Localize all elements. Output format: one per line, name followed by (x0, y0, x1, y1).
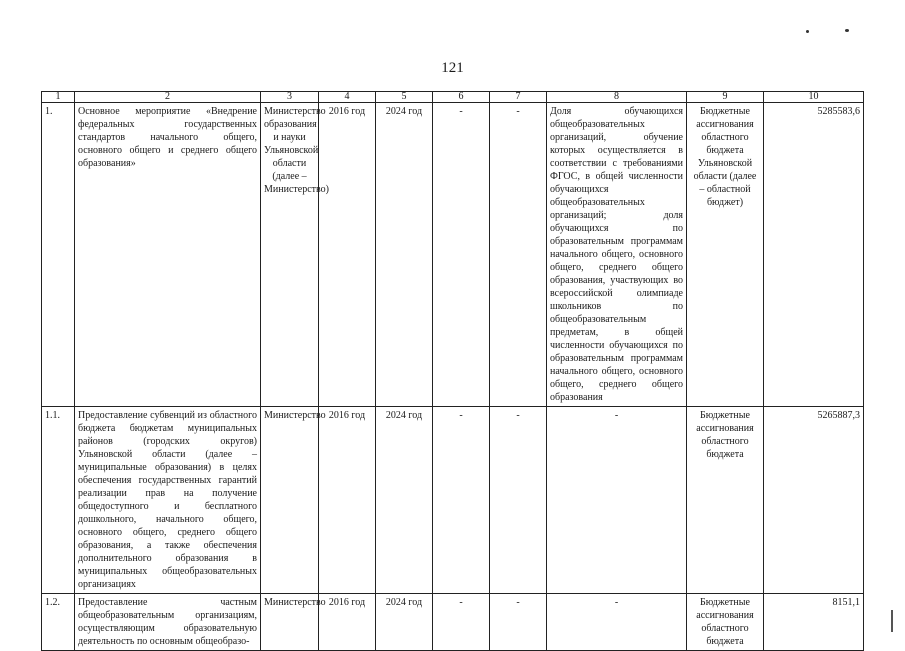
page-number: 121 (441, 60, 464, 76)
start-year: 2016 год (319, 103, 376, 407)
column-header: 5 (376, 92, 433, 103)
column-header: 2 (75, 92, 261, 103)
scan-speck (806, 30, 809, 33)
table-row (42, 594, 864, 651)
funding-source: Бюджетные ассигнования областного бюджета Ульяновской области (далее – областной бюджет) (687, 103, 764, 407)
funding-amount: 5265887,3 (764, 407, 864, 594)
executor: Министерство образования и науки Ульяновской области (далее – Министерство) (261, 103, 319, 407)
column-7-value: - (490, 407, 547, 594)
column-header: 10 (764, 92, 864, 103)
activity-name: Предоставление частным общеобразовательным организациям, осуществляющим образовательную деятельность по основным общеобразо- (75, 594, 261, 651)
program-activities-table (41, 91, 864, 651)
row-number: 1.2. (42, 594, 75, 651)
column-header: 9 (687, 92, 764, 103)
column-header: 8 (547, 92, 687, 103)
column-6-value: - (433, 103, 490, 407)
target-indicators: Доля обучающихся общеобразовательных организаций, обучение которых осуществляется в соответствии с требованиями ФГОС, в общей численности обучающихся общеобразовательных организаций; доля обучающихся по образовательным программам начального общего, основного общего, среднего общего образования, участвующих во всероссийской олимпиаде школьников по общеобразовательным предметам, в общей численности обучающихся по образовательным программам начального общего, основного общего, среднего общего образования (547, 103, 687, 407)
column-7-value: - (490, 103, 547, 407)
start-year: 2016 год (319, 594, 376, 651)
column-header: 3 (261, 92, 319, 103)
funding-amount: 8151,1 (764, 594, 864, 651)
header-row (42, 92, 864, 103)
row-number: 1.1. (42, 407, 75, 594)
column-header: 6 (433, 92, 490, 103)
executor: Министерство (261, 407, 319, 594)
column-7-value: - (490, 594, 547, 651)
column-header: 4 (319, 92, 376, 103)
column-6-value: - (433, 407, 490, 594)
executor: Министерство (261, 594, 319, 651)
scan-edge-mark (881, 610, 893, 632)
activity-name: Основное мероприятие «Внедрение федеральных государственных стандартов начального общего, основного общего и среднего общего образования» (75, 103, 261, 407)
activity-name: Предоставление субвенций из областного бюджета бюджетам муниципальных районов (городских округов) Ульяновской области (далее – муниципальные образования) в целях обеспечения государственных гарантий реализации прав на получение общедоступного и бесплатного дошкольного, начального общего, основного общего, среднего общего образования, а также обеспечения дополнительного образования в муниципальных общеобразовательных организациях (75, 407, 261, 594)
funding-source: Бюджетные ассигнования областного бюджета (687, 407, 764, 594)
column-header: 7 (490, 92, 547, 103)
column-6-value: - (433, 594, 490, 651)
end-year: 2024 год (376, 407, 433, 594)
column-header: 1 (42, 92, 75, 103)
table-row (42, 407, 864, 594)
funding-source: Бюджетные ассигнования областного бюджета (687, 594, 764, 651)
target-indicators: - (547, 407, 687, 594)
end-year: 2024 год (376, 103, 433, 407)
end-year: 2024 год (376, 594, 433, 651)
target-indicators: - (547, 594, 687, 651)
scan-speck (845, 29, 849, 32)
start-year: 2016 год (319, 407, 376, 594)
table-row (42, 103, 864, 407)
row-number: 1. (42, 103, 75, 407)
funding-amount: 5285583,6 (764, 103, 864, 407)
